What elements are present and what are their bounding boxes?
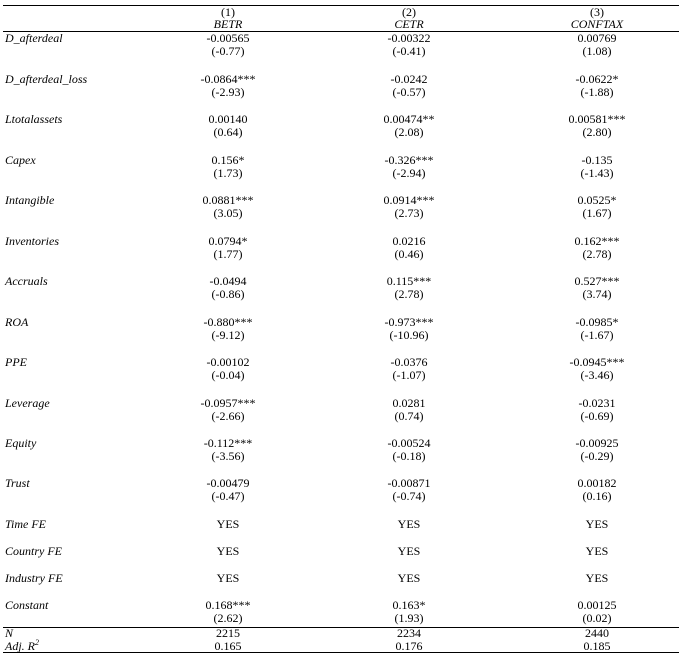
- t-stat-cell: (-3.46): [580, 368, 614, 382]
- coefficient-cell: -0.973***: [384, 315, 434, 329]
- t-stat-cell: (-0.41): [392, 44, 426, 58]
- row-label: Trust: [5, 476, 30, 490]
- stat-cell: 0.165: [214, 639, 242, 653]
- stat-label-wrap: [5, 640, 39, 653]
- row-label: Leverage: [5, 396, 50, 410]
- fe-cell: YES: [585, 571, 609, 585]
- coefficient-cell: 0.156*: [211, 153, 245, 167]
- coefficient-cell: -0.00565: [206, 31, 250, 45]
- column-name: CETR: [394, 17, 424, 31]
- t-stat-cell: (-0.29): [580, 449, 614, 463]
- t-stat-cell: (-0.04): [211, 368, 245, 382]
- coefficient-cell: 0.0794*: [208, 234, 248, 248]
- coefficient-cell: -0.0376: [390, 355, 428, 369]
- coefficient-cell: -0.0957***: [200, 396, 256, 410]
- coefficient-cell: 0.00182: [577, 476, 617, 490]
- coefficient-cell: -0.00925: [575, 436, 619, 450]
- stat-cell: 2440: [585, 626, 609, 640]
- row-label: Intangible: [5, 193, 55, 207]
- row-label: Accruals: [5, 274, 48, 288]
- fe-cell: YES: [585, 517, 609, 531]
- t-stat-cell: (-0.18): [392, 449, 426, 463]
- coefficient-cell: -0.0231: [578, 396, 616, 410]
- t-stat-cell: (-3.56): [211, 449, 245, 463]
- coefficient-cell: 0.0216: [392, 234, 426, 248]
- t-stat-cell: (1.08): [582, 44, 612, 58]
- row-label: PPE: [5, 355, 27, 369]
- coefficient-cell: 0.00125: [577, 598, 617, 612]
- t-stat-cell: (0.74): [394, 409, 424, 423]
- t-stat-cell: (-1.07): [392, 368, 426, 382]
- coefficient-cell: -0.112***: [203, 436, 253, 450]
- t-stat-cell: (0.64): [213, 125, 243, 139]
- row-label: Equity: [5, 436, 37, 450]
- coefficient-cell: -0.00102: [206, 355, 250, 369]
- fe-cell: YES: [216, 544, 240, 558]
- coefficient-cell: 0.0914***: [383, 193, 435, 207]
- column-number: (3): [590, 5, 604, 19]
- t-stat-cell: (-0.57): [392, 85, 426, 99]
- stat-cell: 2215: [216, 626, 240, 640]
- coefficient-cell: 0.168***: [205, 598, 251, 612]
- t-stat-cell: (2.78): [582, 247, 612, 261]
- row-label: Capex: [5, 153, 36, 167]
- coefficient-cell: -0.326***: [384, 153, 434, 167]
- coefficient-cell: -0.880***: [203, 315, 253, 329]
- fe-cell: YES: [216, 571, 240, 585]
- column-name: BETR: [213, 17, 243, 31]
- coefficient-cell: 0.00581***: [568, 112, 626, 126]
- t-stat-cell: (-9.12): [211, 328, 245, 342]
- fe-row-label: Country FE: [5, 544, 62, 558]
- coefficient-cell: -0.0985*: [575, 315, 619, 329]
- t-stat-cell: (-1.67): [580, 328, 614, 342]
- t-stat-cell: (-2.93): [211, 85, 245, 99]
- coefficient-cell: 0.527***: [574, 274, 620, 288]
- t-stat-cell: (-10.96): [389, 328, 429, 342]
- t-stat-cell: (2.80): [582, 125, 612, 139]
- t-stat-cell: (-2.94): [392, 166, 426, 180]
- row-label: Inventories: [5, 234, 59, 248]
- coefficient-cell: -0.135: [581, 153, 613, 167]
- t-stat-cell: (1.73): [213, 166, 243, 180]
- coefficient-cell: 0.115***: [386, 274, 432, 288]
- row-label: Ltotalassets: [5, 112, 63, 126]
- fe-cell: YES: [585, 544, 609, 558]
- coefficient-cell: -0.0494: [209, 274, 247, 288]
- column-number: (1): [221, 5, 235, 19]
- t-stat-cell: (2.08): [394, 125, 424, 139]
- column-number: (2): [402, 5, 416, 19]
- t-stat-cell: (-0.74): [392, 489, 426, 503]
- coefficient-cell: -0.0945***: [569, 355, 625, 369]
- t-stat-cell: (-2.66): [211, 409, 245, 423]
- coefficient-cell: 0.00474**: [383, 112, 435, 126]
- row-label: D_afterdeal_loss: [5, 72, 88, 86]
- coefficient-cell: 0.162***: [574, 234, 620, 248]
- fe-row-label: Time FE: [5, 517, 46, 531]
- fe-row-label: Industry FE: [5, 571, 63, 585]
- coefficient-cell: 0.0881***: [202, 193, 254, 207]
- stat-cell: 2234: [397, 626, 421, 640]
- coefficient-cell: 0.00140: [208, 112, 248, 126]
- fe-cell: YES: [397, 544, 421, 558]
- coefficient-cell: -0.00871: [387, 476, 431, 490]
- t-stat-cell: (-1.43): [580, 166, 614, 180]
- t-stat-cell: (2.62): [213, 611, 243, 625]
- coefficient-cell: -0.00479: [206, 476, 250, 490]
- stat-label: Adj. R: [5, 639, 35, 653]
- t-stat-cell: (0.02): [582, 611, 612, 625]
- t-stat-cell: (2.78): [394, 287, 424, 301]
- t-stat-cell: (-0.86): [211, 287, 245, 301]
- t-stat-cell: (0.46): [394, 247, 424, 261]
- t-stat-cell: (1.67): [582, 206, 612, 220]
- fe-cell: YES: [397, 571, 421, 585]
- coefficient-cell: -0.00524: [387, 436, 431, 450]
- column-name: CONFTAX: [570, 17, 624, 31]
- t-stat-cell: (-0.47): [211, 489, 245, 503]
- t-stat-cell: (3.05): [213, 206, 243, 220]
- row-label: ROA: [5, 315, 29, 329]
- coefficient-cell: -0.0622*: [575, 72, 619, 86]
- t-stat-cell: (3.74): [582, 287, 612, 301]
- t-stat-cell: (-1.88): [580, 85, 614, 99]
- coefficient-cell: -0.0864***: [200, 72, 256, 86]
- t-stat-cell: (0.16): [582, 489, 612, 503]
- fe-cell: YES: [397, 517, 421, 531]
- t-stat-cell: (-0.77): [211, 44, 245, 58]
- stat-cell: 0.176: [395, 639, 423, 653]
- coefficient-cell: 0.163*: [392, 598, 426, 612]
- stat-cell: 0.185: [583, 639, 611, 653]
- row-label: D_afterdeal: [5, 31, 63, 45]
- stat-label-superscript: 2: [35, 638, 39, 647]
- t-stat-cell: (-0.69): [580, 409, 614, 423]
- coefficient-cell: -0.00322: [387, 31, 431, 45]
- t-stat-cell: (1.93): [394, 611, 424, 625]
- t-stat-cell: (1.77): [213, 247, 243, 261]
- stat-label: N: [5, 626, 14, 640]
- coefficient-cell: 0.00769: [577, 31, 617, 45]
- coefficient-cell: -0.0242: [390, 72, 428, 86]
- coefficient-cell: 0.0281: [392, 396, 426, 410]
- t-stat-cell: (2.73): [394, 206, 424, 220]
- fe-cell: YES: [216, 517, 240, 531]
- row-label: Constant: [5, 598, 49, 612]
- coefficient-cell: 0.0525*: [577, 193, 617, 207]
